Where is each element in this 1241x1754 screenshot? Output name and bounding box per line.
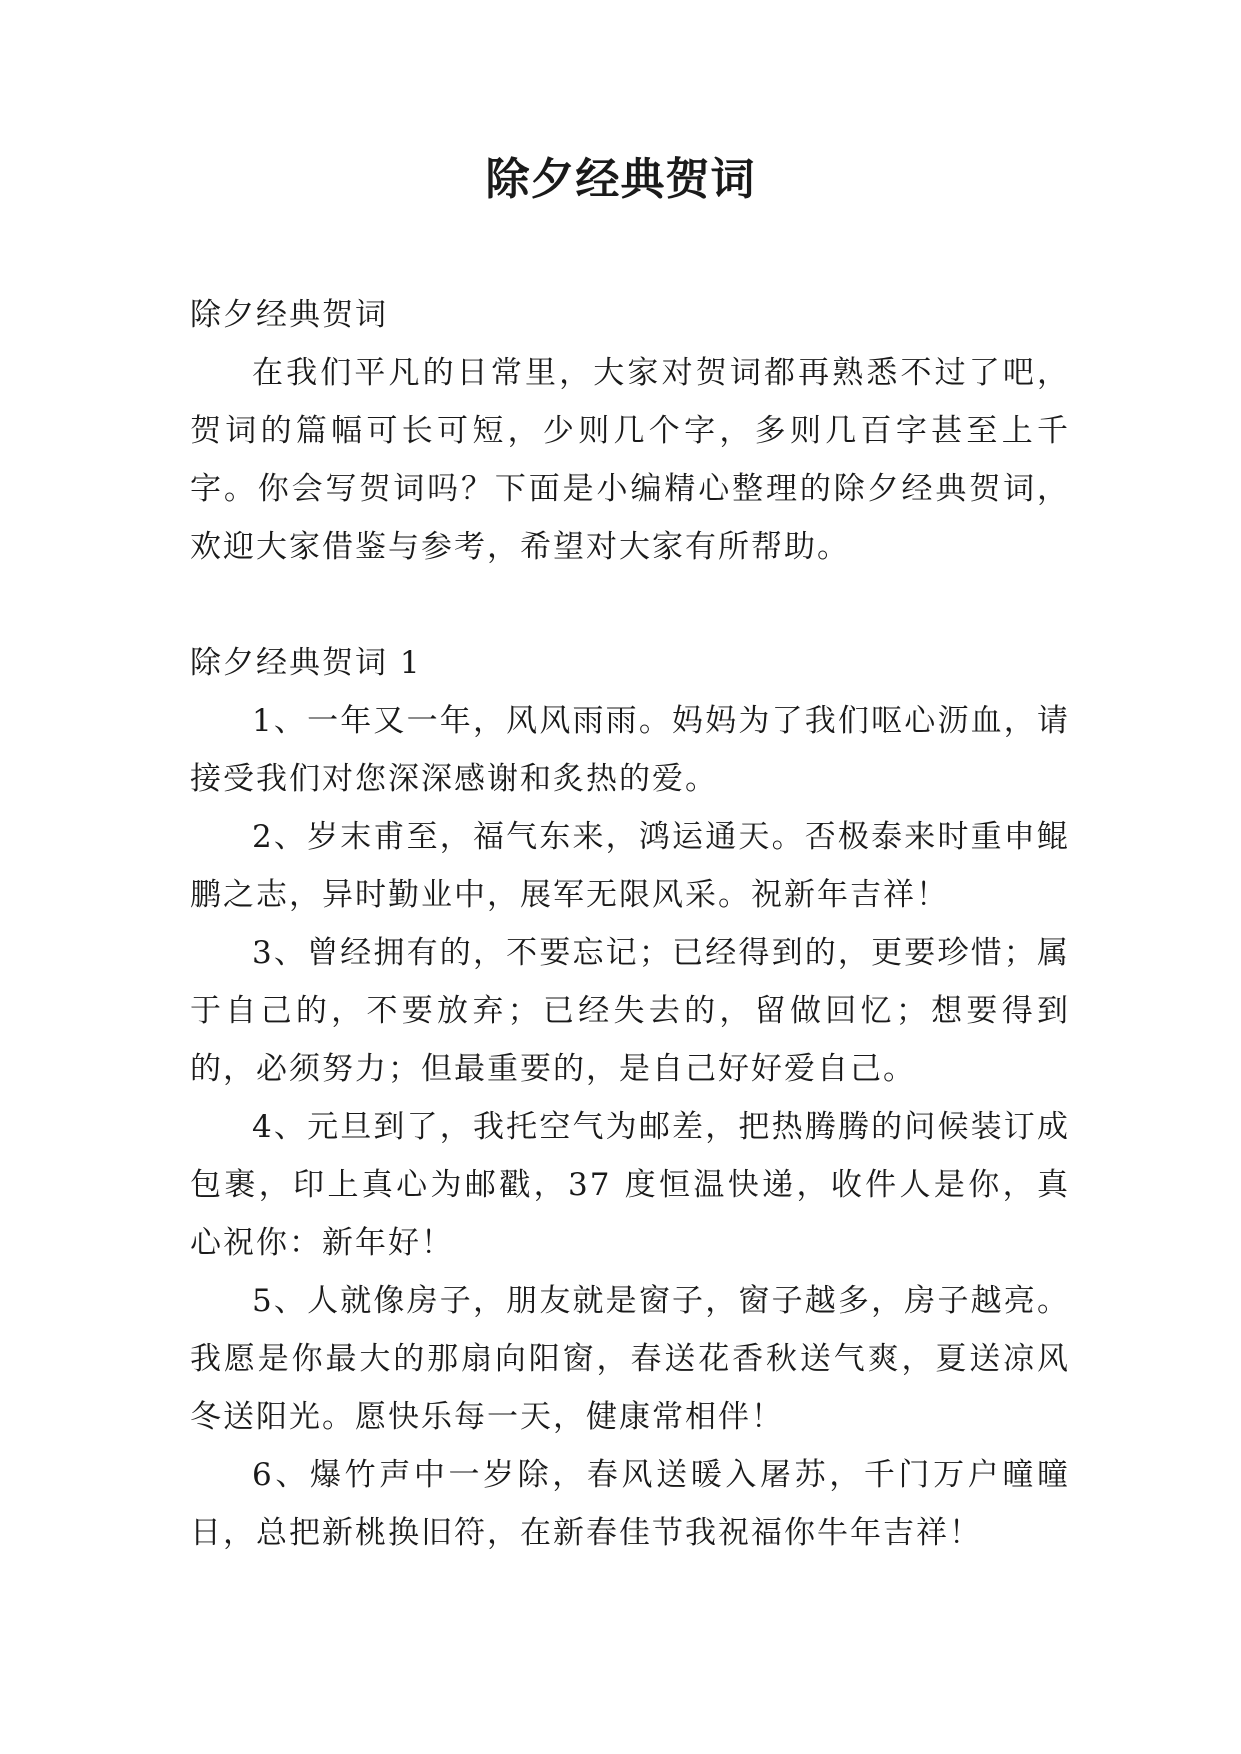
intro-paragraph: 在我们平凡的日常里，大家对贺词都再熟悉不过了吧，贺词的篇幅可长可短，少则几个字，多则几百字甚至上千字。你会写贺词吗？下面是小编精心整理的除夕经典贺词，欢迎大家借鉴与参考，希望对大家有所帮助。 bbox=[190, 355, 1070, 565]
greeting-item: 5、人就像房子，朋友就是窗子，窗子越多，房子越亮。我愿是你最大的那扇向阳窗，春送花香秋送气爽，夏送凉风冬送阳光。愿快乐每一天，健康常相伴！ bbox=[190, 1283, 1070, 1435]
greeting-item: 6、爆竹声中一岁除，春风送暖入屠苏，千门万户曈曈日，总把新桃换旧符，在新春佳节我祝福你牛年吉祥！ bbox=[190, 1457, 1070, 1551]
greeting-item: 2、岁末甫至，福气东来，鸿运通天。否极泰来时重申鲲鹏之志，异时勤业中，展军无限风采。祝新年吉祥！ bbox=[190, 819, 1070, 913]
document-title: 除夕经典贺词 bbox=[485, 154, 756, 205]
greeting-item: 1、一年又一年，风风雨雨。妈妈为了我们呕心沥血，请接受我们对您深深感谢和炙热的爱。 bbox=[190, 703, 1070, 797]
document-body bbox=[190, 286, 1070, 1562]
paragraph-spacer bbox=[190, 576, 1070, 634]
greeting-item: 3、曾经拥有的，不要忘记；已经得到的，更要珍惜；属于自己的，不要放弃；已经失去的，留做回忆；想要得到的，必须努力；但最重要的，是自己好好爱自己。 bbox=[190, 935, 1070, 1087]
section-title: 除夕经典贺词 1 bbox=[190, 645, 422, 681]
document-subtitle: 除夕经典贺词 bbox=[190, 297, 388, 333]
greeting-item: 4、元旦到了，我托空气为邮差，把热腾腾的问候装订成包裹，印上真心为邮戳，37 度恒温快递，收件人是你，真心祝你：新年好！ bbox=[190, 1109, 1070, 1261]
